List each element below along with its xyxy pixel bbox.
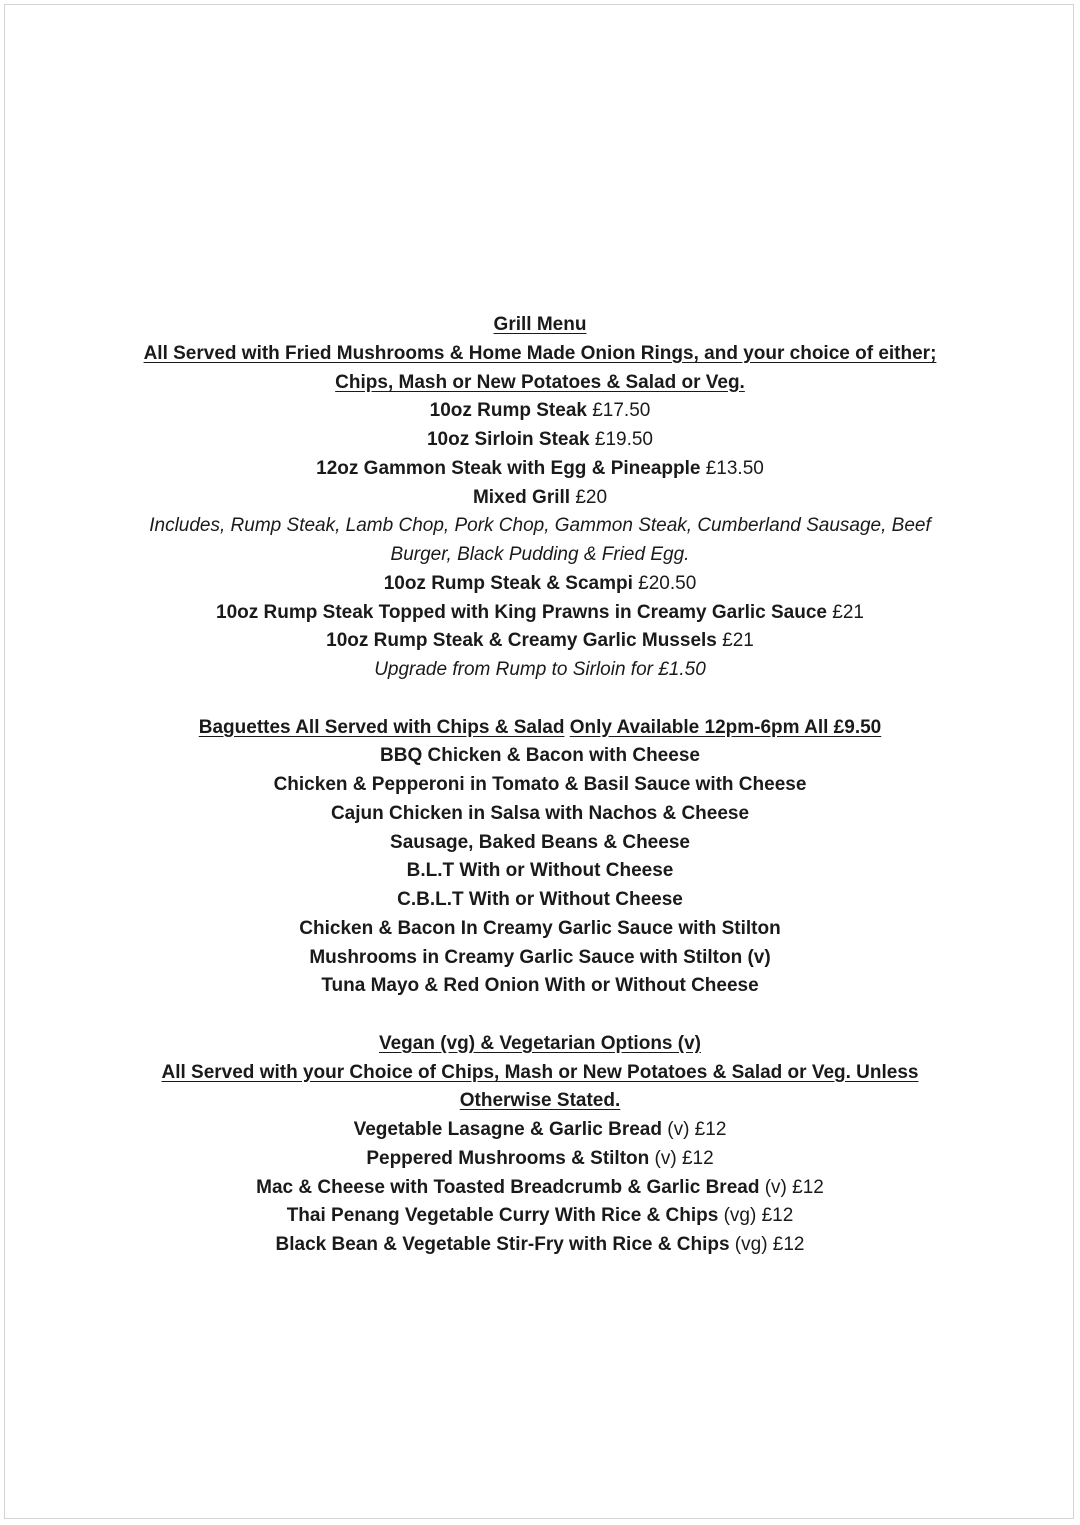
baguette-item: Cajun Chicken in Salsa with Nachos & Cheese: [330, 802, 750, 824]
grill-subtitle-1: All Served with Fried Mushrooms & Home Made Onion Rings, and your choice of either;: [143, 342, 937, 364]
menu-item-price: £19.50: [589, 429, 654, 450]
mixed-grill-note-2: Burger, Black Pudding & Fried Egg.: [390, 544, 690, 565]
grill-title: Grill Menu: [493, 314, 587, 335]
section-spacer: [0, 1001, 1080, 1030]
menu-item: [0, 1116, 1080, 1145]
menu-item-name: Peppered Mushrooms & Stilton: [366, 1147, 650, 1169]
menu-item-price: (v) £12: [759, 1176, 824, 1198]
vegan-subtitle-1: All Served with your Choice of Chips, Mash or New Potatoes & Salad or Veg. Unless: [161, 1061, 919, 1083]
menu-item: [0, 484, 1080, 513]
menu-item-name: Mixed Grill: [472, 486, 571, 508]
menu-item-name: 10oz Rump Steak & Creamy Garlic Mussels: [326, 630, 717, 652]
menu-item-price: (v) £12: [649, 1147, 714, 1169]
menu-item: [0, 599, 1080, 628]
baguette-item: Chicken & Pepperoni in Tomato & Basil Sauce with Cheese: [273, 774, 807, 795]
baguettes-heading-b: Only Available 12pm-6pm All £9.50: [569, 716, 882, 738]
menu-item-name: Thai Penang Vegetable Curry With Rice & Chips: [286, 1205, 719, 1227]
section-spacer: [0, 685, 1080, 714]
upgrade-note: Upgrade from Rump to Sirloin for £1.50: [374, 659, 706, 680]
baguettes-heading-a: Baguettes All Served with Chips & Salad: [198, 716, 565, 738]
menu-item: [0, 397, 1080, 426]
menu-item-name: Vegetable Lasagne & Garlic Bread: [353, 1119, 662, 1140]
menu-item: [0, 426, 1080, 455]
vegan-subtitle-2: Otherwise Stated.: [459, 1090, 621, 1112]
menu-item-price: £21: [826, 601, 864, 623]
menu-item-name: 10oz Rump Steak: [429, 400, 587, 422]
menu-item: [0, 1174, 1080, 1203]
baguette-item: C.B.L.T With or Without Cheese: [397, 889, 683, 910]
menu-item-price: (vg) £12: [718, 1205, 794, 1227]
menu-item-price: £20.50: [632, 572, 697, 594]
baguette-item: Sausage, Baked Beans & Cheese: [390, 831, 690, 853]
menu-item-price: £20: [570, 486, 608, 508]
baguette-item: B.L.T With or Without Cheese: [406, 860, 674, 882]
menu-item-price: (v) £12: [661, 1119, 727, 1140]
menu-item-name: 10oz Rump Steak & Scampi: [383, 572, 633, 594]
menu-item: [0, 1145, 1080, 1174]
menu-item-name: Mac & Cheese with Toasted Breadcrumb & Garlic Bread: [256, 1176, 760, 1198]
menu-item: [0, 627, 1080, 656]
grill-subtitle-2: Chips, Mash or New Potatoes & Salad or Veg.: [335, 371, 745, 393]
baguette-item: BBQ Chicken & Bacon with Cheese: [380, 745, 700, 767]
menu-item-name: 12oz Gammon Steak with Egg & Pineapple: [316, 457, 701, 479]
vegan-title: Vegan (vg) & Vegetarian Options (v): [378, 1032, 701, 1054]
menu-document: [0, 311, 1080, 1260]
menu-item-name: 10oz Sirloin Steak: [426, 429, 590, 450]
baguette-item: Chicken & Bacon In Creamy Garlic Sauce with Stilton: [299, 917, 781, 939]
baguette-item: Mushrooms in Creamy Garlic Sauce with Stilton (v): [309, 946, 771, 968]
menu-item-price: £13.50: [700, 457, 764, 479]
menu-item-price: £21: [716, 630, 754, 652]
menu-item: [0, 570, 1080, 599]
menu-item-name: 10oz Rump Steak Topped with King Prawns in Creamy Garlic Sauce: [216, 601, 827, 623]
menu-item: [0, 455, 1080, 484]
baguettes-heading: [0, 714, 1080, 743]
menu-item-price: (vg) £12: [729, 1234, 805, 1255]
menu-item: [0, 1202, 1080, 1231]
menu-item-name: Black Bean & Vegetable Stir-Fry with Rice & Chips: [275, 1234, 730, 1255]
menu-item: [0, 1231, 1080, 1260]
mixed-grill-note-1: Includes, Rump Steak, Lamb Chop, Pork Chop, Gammon Steak, Cumberland Sausage, Beef: [149, 515, 931, 537]
menu-item-price: £17.50: [586, 400, 651, 422]
baguette-item: Tuna Mayo & Red Onion With or Without Cheese: [321, 975, 759, 997]
